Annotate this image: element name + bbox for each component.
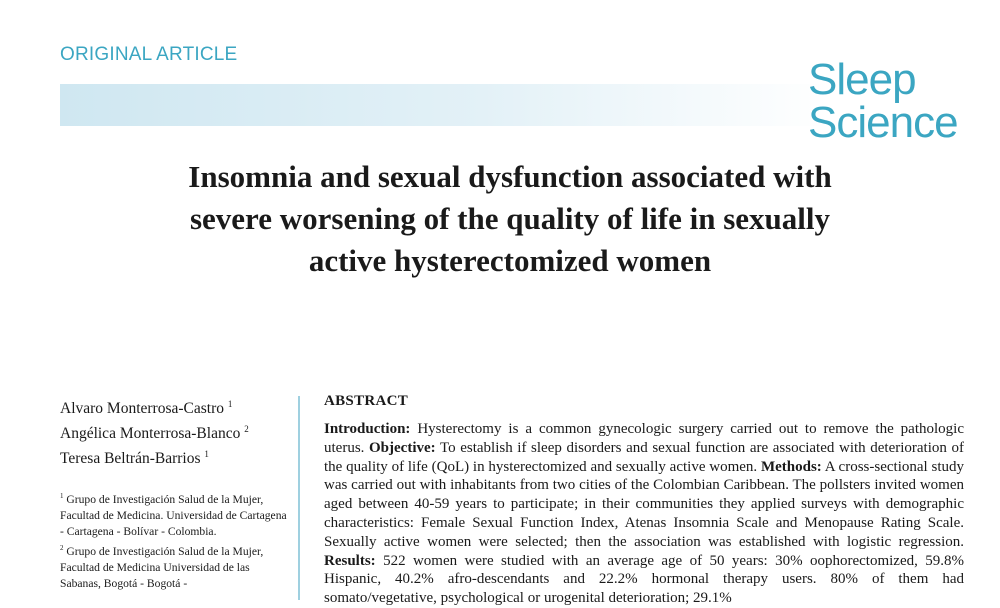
affiliation-mark: 2 [60,543,64,552]
journal-logo [808,55,958,148]
author-list [60,394,290,469]
journal-logo-line-1: Sleep [808,55,916,104]
journal-logo-line-2: Science [808,98,958,148]
author-name: Teresa Beltrán-Barrios [60,450,201,468]
abstract-text-introduction: Hysterectomy is a common gynecologic surgery carried out to remove the pathologic uterus. [324,421,964,456]
column-divider [298,396,300,600]
abstract-text-methods: A cross-sectional study was carried out with inhabitants from two cities of the Colombian Caribbean. The pollsters invited women aged between 40-59 years to participate; in their communities they applied surveys with demographic characteristics: Female Sexual Function Index, Atenas Insomnia Scale and Menopause Rating Scale. Sexually active women were selected; then the association was established with logistic regression. [324,458,964,550]
affiliation-list [60,488,292,592]
affiliation-text: Grupo de Investigación Salud de la Mujer, Facultad de Medicina Universidad de las Sabanas, Bogotá - Bogotá - [60,544,264,590]
abstract-label-results: Results: [324,552,376,569]
abstract-section [324,393,964,608]
article-title-line: severe worsening of the quality of life in sexually [189,201,831,236]
affiliation [60,540,292,592]
abstract-body [324,420,964,608]
author-affiliation-mark: 2 [244,424,249,435]
author-name: Alvaro Monterrosa-Castro [60,400,224,418]
abstract-label-introduction: Introduction: [324,421,411,437]
header-gradient-band [60,84,830,126]
affiliation-mark: 1 [60,492,64,500]
article-title-line: active hysterectomized women [308,243,712,278]
author [60,419,290,444]
abstract-text-objective: To establish if sleep disorders and sexual function are associated with deterioration of the quality of life (QoL) in hysterectomized and sexually active women. [324,439,964,475]
author [60,394,290,419]
abstract-label-objective: Objective: [369,439,436,456]
author-affiliation-mark: 1 [227,399,233,409]
author-name: Angélica Monterrosa-Blanco [60,425,241,443]
affiliation-text: Grupo de Investigación Salud de la Mujer, Facultad de Medicina. Universidad de Cartagena - Cartagena - Bolívar - Colombia. [60,492,287,538]
abstract-label-methods: Methods: [760,458,822,475]
article-title [110,156,910,282]
section-label: ORIGINAL ARTICLE [60,44,238,65]
author [60,444,290,469]
affiliation [60,488,292,540]
abstract-heading: ABSTRACT [324,393,409,409]
article-title-line: Insomnia and sexual dysfunction associated with [188,159,832,194]
author-affiliation-mark: 1 [204,449,209,460]
abstract-text-results: 522 women were studied with an average age of 50 years: 30% oophorectomized, 59.8% Hispanic, 40.2% afro-descendants and 22.2% hormonal therapy users. 80% of them had somato/vegetative, psychological or urogenital deterioration; 29.1% [324,552,964,607]
